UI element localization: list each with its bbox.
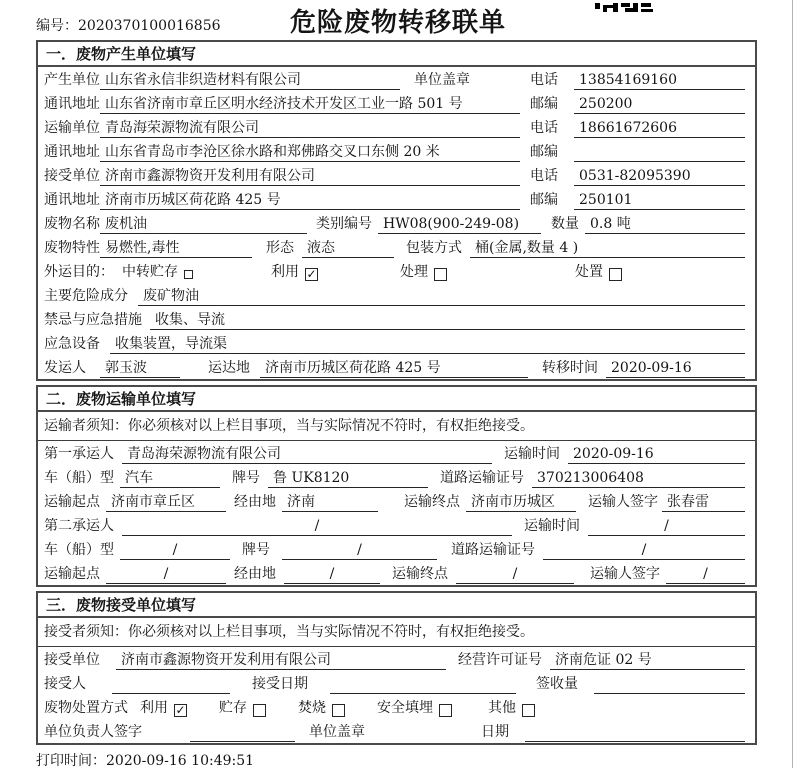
- notice-label: 接受者须知：: [44, 624, 128, 640]
- operating-license-label: 经营许可证号: [458, 652, 542, 668]
- receiver-row: [38, 163, 755, 187]
- carrier2-row: [38, 513, 755, 537]
- end-value: 济南市历城区: [466, 492, 576, 512]
- vehicle1-row: [38, 465, 755, 489]
- print-time-label: 打印时间：: [36, 753, 106, 768]
- purpose-option-label: 处理: [400, 264, 428, 280]
- operating-license-value: 济南危证 02 号: [550, 650, 745, 670]
- end2-value: /: [456, 564, 574, 584]
- form-label: 形态: [266, 240, 294, 256]
- transporter-address-row: [38, 139, 755, 163]
- plate2-value: /: [282, 540, 437, 560]
- section-receiver: [36, 591, 757, 745]
- qr-code-fragment-icon: [595, 0, 653, 16]
- signed-amount-value: [594, 674, 745, 694]
- checkbox-landfill: [439, 704, 452, 717]
- transport-time-label: 运输时间: [504, 446, 560, 462]
- checkbox-other: [522, 704, 535, 717]
- origin-label: 运输起点: [44, 494, 100, 510]
- vehicle2-row: [38, 537, 755, 561]
- emergency-label: 禁忌与应急措施: [44, 312, 142, 328]
- vehicle-type-value: 汽车: [120, 468, 220, 488]
- checkbox-dispose: [609, 268, 622, 281]
- characteristics-label: 废物特性: [44, 240, 100, 256]
- disposal-option-label: 利用: [140, 700, 168, 716]
- purpose-option-label: 中转贮存: [122, 264, 178, 280]
- via-label: 经由地: [234, 566, 276, 582]
- address-label: 通讯地址: [44, 192, 100, 208]
- equipment-label: 应急设备: [44, 336, 100, 352]
- serial-value: 2020370100016856: [78, 18, 221, 34]
- transfer-date-label: 转移时间: [542, 360, 598, 376]
- responsible-sign-value: [190, 722, 295, 742]
- disposal-method-label: 废物处置方式: [44, 700, 128, 716]
- producer-address-row: [38, 91, 755, 115]
- transporter-zip-value: [574, 142, 745, 162]
- serial-label: 编号：: [36, 18, 78, 34]
- receiver-person-value: [112, 674, 230, 694]
- transporter-label: 运输单位: [44, 120, 100, 136]
- receiver-label: 接受单位: [44, 168, 100, 184]
- zip-label: 邮编: [530, 192, 558, 208]
- vehicle-type-label: 车（船）型: [44, 470, 114, 486]
- origin-label: 运输起点: [44, 566, 100, 582]
- vehicle-type-label: 车（船）型: [44, 542, 114, 558]
- shipper-value: 郭玉波: [100, 358, 180, 378]
- disposal-option-label: 焚烧: [298, 700, 326, 716]
- responsible-sign-label: 单位负责人签字: [44, 724, 142, 740]
- sign-label: 运输人签字: [588, 494, 658, 510]
- signed-amount-label: 签收量: [536, 676, 578, 692]
- plate-value: 鲁 UK8120: [268, 468, 428, 488]
- hazard-label: 主要危险成分: [44, 288, 128, 304]
- receipt-date-value: [330, 674, 516, 694]
- waste-name-row: [38, 211, 755, 235]
- transport-time2-value: /: [588, 516, 745, 536]
- plate-label: 牌号: [242, 542, 270, 558]
- producer-row: [38, 67, 755, 91]
- via2-value: /: [284, 564, 380, 584]
- receiving-unit-label: 接受单位: [44, 652, 100, 668]
- origin2-value: /: [106, 564, 226, 584]
- purpose-option-label: 利用: [271, 264, 299, 280]
- transfer-date-value: 2020-09-16: [606, 358, 745, 378]
- producer-label: 产生单位: [44, 72, 100, 88]
- hazard-value: 废矿物油: [138, 286, 745, 306]
- receiver-phone-value: 0531-82095390: [574, 166, 745, 186]
- transporter-notice-row: [38, 412, 755, 441]
- section-transporter: [36, 385, 757, 587]
- carrier2-value: /: [122, 516, 512, 536]
- checkbox-treat: [434, 268, 447, 281]
- characteristics-value: 易燃性,毒性: [100, 238, 252, 258]
- notice-text: 你必须核对以上栏目事项，当与实际情况不符时，有权拒绝接受。: [128, 418, 534, 434]
- plate-label: 牌号: [232, 470, 260, 486]
- receipt-date-label: 接受日期: [252, 676, 308, 692]
- road-license2-value: /: [543, 540, 745, 560]
- sign2-value: /: [666, 564, 745, 584]
- destination-value: 济南市历城区荷花路 425 号: [260, 358, 528, 378]
- receiver-address-value: 济南市历城区荷花路 425 号: [100, 190, 520, 210]
- shipment-row: [38, 355, 755, 379]
- section2-title: 二．废物运输单位填写: [38, 387, 755, 412]
- zip-label: 邮编: [530, 96, 558, 112]
- end-label: 运输终点: [404, 494, 460, 510]
- transfer-purpose-row: [38, 259, 755, 283]
- receiver-person-label: 接受人: [44, 676, 86, 692]
- quantity-label: 数量: [551, 216, 579, 232]
- route1-row: [38, 489, 755, 513]
- via-value: 济南: [282, 492, 378, 512]
- section-producer: [36, 40, 757, 381]
- hazard-row: [38, 283, 755, 307]
- receiver-zip-value: 250101: [574, 190, 745, 210]
- category-label: 类别编号: [316, 216, 372, 232]
- unit-seal-label: 单位盖章: [309, 724, 365, 740]
- signoff-row: [38, 719, 755, 743]
- receiver-address-row: [38, 187, 755, 211]
- transport-time-label: 运输时间: [524, 518, 580, 534]
- phone-label: 电话: [530, 120, 558, 136]
- receiver-notice-row: [38, 618, 755, 647]
- carrier1-row: [38, 441, 755, 465]
- equipment-value: 收集装置，导流渠: [110, 334, 745, 354]
- producer-zip-value: 250200: [574, 94, 745, 114]
- producer-value: 山东省永信非织造材料有限公司: [100, 70, 400, 90]
- section1-title: 一．废物产生单位填写: [38, 42, 755, 67]
- origin-value: 济南市章丘区: [106, 492, 226, 512]
- emergency-equipment-row: [38, 331, 755, 355]
- emergency-measures-row: [38, 307, 755, 331]
- section3-title: 三．废物接受单位填写: [38, 593, 755, 618]
- route2-row: [38, 561, 755, 585]
- category-value: HW08(900-249-08): [378, 214, 541, 234]
- transporter-address-value: 山东省青岛市李沧区徐水路和郑佛路交叉口东侧 20 米: [100, 142, 520, 162]
- notice-text: 你必须核对以上栏目事项，当与实际情况不符时，有权拒绝接受。: [128, 624, 534, 640]
- form-value: 液态: [302, 238, 394, 258]
- carrier2-label: 第二承运人: [44, 518, 114, 534]
- waste-name-value: 废机油: [100, 214, 307, 234]
- waste-name-label: 废物名称: [44, 216, 100, 232]
- transport-time-value: 2020-09-16: [568, 444, 745, 464]
- emergency-value: 收集、导流: [150, 310, 745, 330]
- checkbox-utilize: ✓: [175, 702, 186, 717]
- vehicle-type2-value: /: [120, 540, 230, 560]
- checkbox-utilize: ✓: [306, 266, 317, 281]
- transporter-row: [38, 115, 755, 139]
- disposal-option-label: 安全填埋: [377, 700, 433, 716]
- seal-label: 单位盖章: [414, 72, 470, 88]
- producer-phone-value: 13854169160: [574, 70, 745, 90]
- print-time: [36, 750, 796, 768]
- purpose-label: 外运目的：: [44, 264, 114, 280]
- packaging-label: 包装方式: [406, 240, 462, 256]
- sign-value: 张春雷: [662, 492, 745, 512]
- packaging-value: 桶(金属,数量 4 ): [470, 238, 745, 258]
- sign-label: 运输人签字: [590, 566, 660, 582]
- road-license-value: 370213006408: [532, 468, 745, 488]
- transporter-value: 青岛海荣源物流有限公司: [100, 118, 520, 138]
- zip-label: 邮编: [530, 144, 558, 160]
- via-label: 经由地: [234, 494, 276, 510]
- page-title: 危险废物转移联单: [289, 8, 506, 38]
- receiving-unit-row: [38, 647, 755, 671]
- carrier1-label: 第一承运人: [44, 446, 114, 462]
- receipt-row: [38, 671, 755, 695]
- disposal-option-label: 其他: [488, 700, 516, 716]
- purpose-option-label: 处置: [575, 264, 603, 280]
- producer-address-value: 山东省济南市章丘区明水经济技术开发区工业一路 501 号: [100, 94, 520, 114]
- disposal-method-row: [38, 695, 755, 719]
- carrier1-value: 青岛海荣源物流有限公司: [122, 444, 492, 464]
- disposal-option-label: 贮存: [219, 700, 247, 716]
- checkbox-incinerate: [332, 704, 345, 717]
- road-license-label: 道路运输证号: [451, 542, 535, 558]
- quantity-value: 0.8 吨: [585, 214, 745, 234]
- end-label: 运输终点: [392, 566, 448, 582]
- date-label: 日期: [481, 724, 509, 740]
- address-label: 通讯地址: [44, 144, 100, 160]
- waste-characteristics-row: [38, 235, 755, 259]
- checkbox-store: [253, 704, 266, 717]
- print-time-value: 2020-09-16 10:49:51: [106, 753, 255, 768]
- document-header: [0, 0, 796, 40]
- destination-label: 运达地: [208, 360, 250, 376]
- page-edge-line: [792, 0, 793, 768]
- shipper-label: 发运人: [44, 360, 86, 376]
- notice-label: 运输者须知：: [44, 418, 128, 434]
- phone-label: 电话: [530, 72, 558, 88]
- road-license-label: 道路运输证号: [440, 470, 524, 486]
- address-label: 通讯地址: [44, 96, 100, 112]
- transporter-phone-value: 18661672606: [574, 118, 745, 138]
- date-value: [525, 722, 745, 742]
- receiver-value: 济南市鑫源物资开发利用有限公司: [100, 166, 520, 186]
- checkbox-transfer-storage: [184, 270, 193, 279]
- receiving-unit-value: 济南市鑫源物资开发利用有限公司: [116, 650, 446, 670]
- phone-label: 电话: [530, 168, 558, 184]
